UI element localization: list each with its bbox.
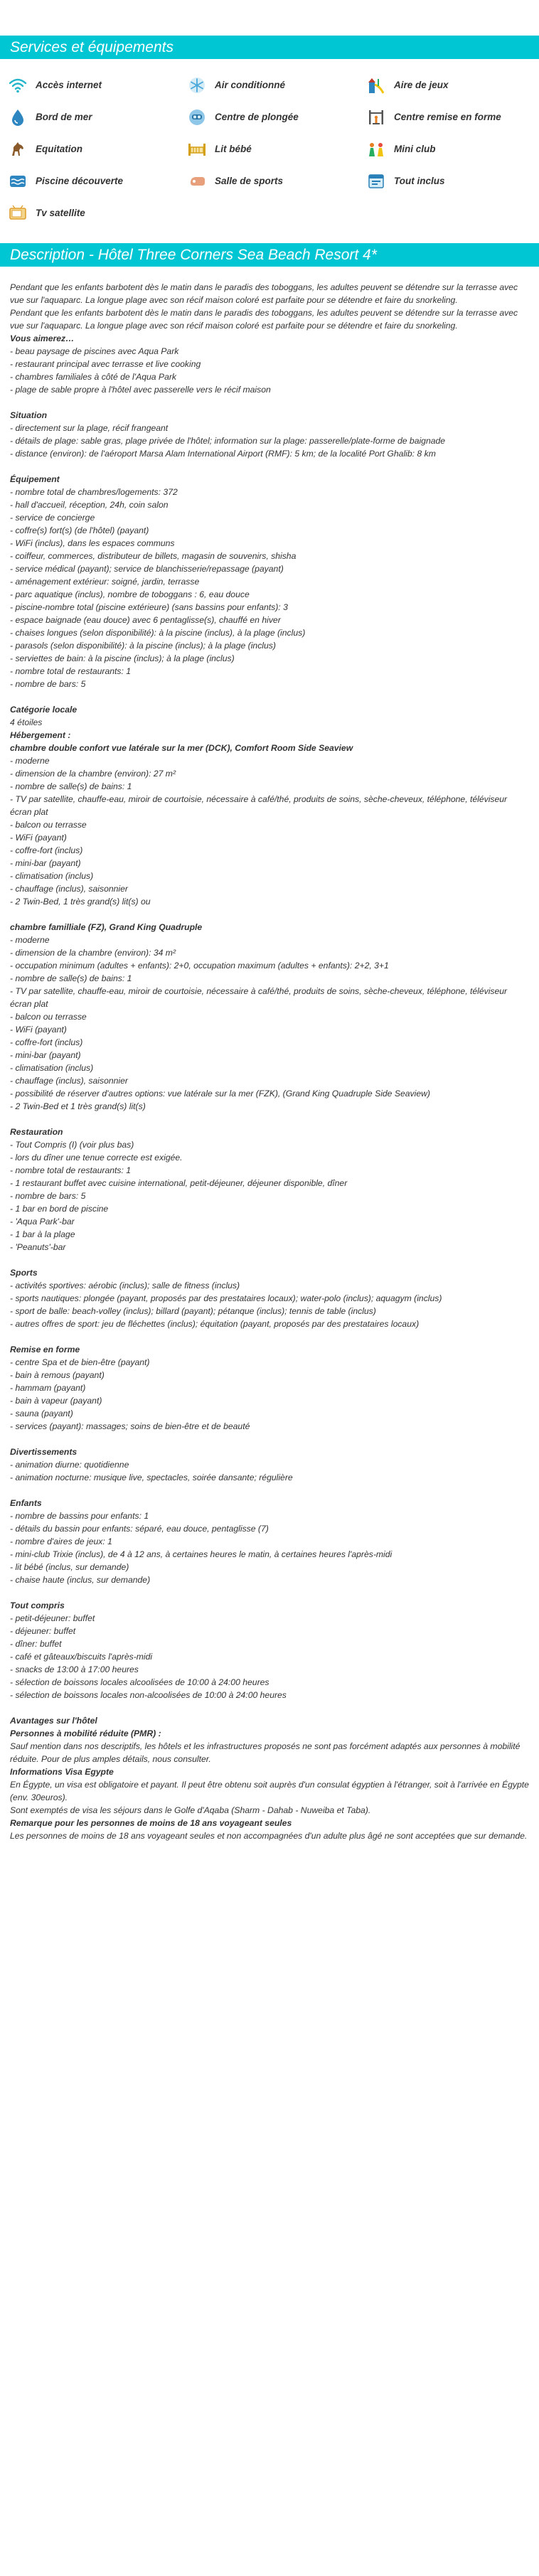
section-heading: Catégorie locale [10,705,78,715]
section-heading: Équipement [10,474,60,484]
mini-club-icon [365,139,387,160]
list-item: - balcon ou terrasse [10,820,87,830]
list-item: - déjeuner: buffet [10,1626,76,1636]
list-item: - sport de balle: beach-volley (inclus); billard (payant); pétanque (inclus); tennis de table (inclus) [10,1306,376,1316]
section-heading: Informations Visa Egypte [10,1767,114,1777]
service-label: Air conditionné [215,79,285,90]
section-heading: Situation [10,410,48,420]
service-label: Tout inclus [394,175,445,186]
section-heading: Remise en forme [10,1345,80,1354]
list-item: - petit-déjeuner: buffet [10,1613,95,1623]
tv-icon [7,203,28,224]
list-item: - possibilité de réserver d'autres options: vue latérale sur la mer (FZK), (Grand King Quadruple Side Seaview) [10,1089,430,1099]
service-item [7,105,186,129]
list-item: - services (payant): massages; soins de bien-être et de beauté [10,1421,250,1431]
list-item: - climatisation (inclus) [10,871,94,881]
list [10,1458,529,1484]
list-item: - TV par satellite, chauffe-eau, miroir de courtoisie, nécessaire à café/thé, produits de soins, sèche-cheveux, téléphone, téléviseur écran plat [10,986,508,1009]
list-item: - balcon ou terrasse [10,1012,87,1022]
service-label: Bord de mer [36,111,92,122]
list-item: - café et gâteaux/biscuits l'après-midi [10,1652,153,1662]
list [10,1612,529,1701]
intro-paragraph: Pendant que les enfants barbotent dès le matin dans le paradis des toboggans, les adultes peuvent se détendre sur la terrasse avec vue sur l'aquaparc. La longue plage avec son récif maison coloré est parfaite pour se détendre et faire du snorkeling. [10,282,518,305]
list [10,422,529,460]
list-item: - hall d'accueil, réception, 24h, coin salon [10,500,169,510]
list-item: - snacks de 13:00 à 17:00 heures [10,1664,139,1674]
list-item: - aménagement extérieur: soigné, jardin, terrasse [10,577,200,587]
list-item: - lors du dîner une tenue correcte est exigée. [10,1153,183,1163]
list-item: - piscine-nombre total (piscine extérieure) (sans bassins pour enfants): 3 [10,602,288,612]
diving-icon [186,107,208,128]
list-item: - climatisation (inclus) [10,1063,94,1073]
service-item [7,73,186,97]
service-item [186,73,365,97]
list-item: - animation nocturne: musique live, spectacles, soirée dansante; régulière [10,1473,293,1482]
snowflake-icon [186,75,208,96]
all-inclusive-icon [365,171,387,192]
service-item [186,105,365,129]
list-item: - sports nautiques: plongée (payant, proposés par des prestataires locaux); water-polo (inclus); aquagym (inclus) [10,1293,442,1303]
list-item: - 2 Twin-Bed, 1 très grand(s) lit(s) ou [10,897,151,907]
list-item: - nombre d'aires de jeux: 1 [10,1536,112,1546]
list-item: - chaises longues (selon disponibilité): à la piscine (inclus), à la plage (inclus) [10,628,306,638]
list-item: - nombre de salle(s) de bains: 1 [10,973,132,983]
list-item: - détails de plage: sable gras, plage privée de l'hôtel; information sur la plage: passerelle/plate-forme de baignade [10,436,446,446]
list-item: - dimension de la chambre (environ): 34 m² [10,948,176,958]
list-item: - nombre total de restaurants: 1 [10,666,132,676]
fitness-icon [365,107,387,128]
list-item: - bain à remous (payant) [10,1370,105,1380]
list-item: - nombre total de chambres/logements: 372 [10,487,178,497]
list [10,754,529,908]
section-heading: Sports [10,1268,38,1278]
playground-icon [365,75,387,96]
service-label: Tv satellite [36,207,85,218]
list [10,486,529,690]
list-item: - 1 bar en bord de piscine [10,1204,109,1214]
service-label: Salle de sports [215,175,284,186]
list-item: - 'Peanuts'-bar [10,1242,66,1252]
list-item: - nombre de bassins pour enfants: 1 [10,1511,149,1521]
list-item: - bain à vapeur (payant) [10,1396,102,1406]
list-item: - chambres familiales à côté de l'Aqua Park [10,372,176,382]
list [10,1138,529,1254]
service-label: Mini club [394,143,436,154]
list-item: - sauna (payant) [10,1409,73,1418]
list-item: - plage de sable propre à l'hôtel avec passerelle vers le récif maison [10,385,271,395]
list-item: - mini-bar (payant) [10,1050,81,1060]
wifi-icon [7,75,28,96]
section-heading: Personnes à mobilité réduite (PMR) : [10,1728,161,1738]
list-item: - 'Aqua Park'-bar [10,1217,75,1226]
list-item: - dimension de la chambre (environ): 27 m² [10,769,176,779]
service-item [7,137,186,161]
service-label: Centre de plongée [215,111,299,122]
list-item: - activités sportives: aérobic (inclus); salle de fitness (inclus) [10,1281,240,1290]
sports-hall-icon [186,171,208,192]
service-item [365,73,539,97]
list-item: - 1 bar à la plage [10,1229,75,1239]
list-item: - chauffage (inclus), saisonnier [10,884,128,894]
list-item: - moderne [10,935,50,945]
list-item: - parasols (selon disponibilité): à la piscine (inclus); à la plage (inclus) [10,641,276,651]
pmr-text: Sauf mention dans nos descriptifs, les hôtels et les infrastructures proposés ne sont pas forcément adaptés aux personnes à mobilité réduite. Pour de plus amples détails, nous consulter. [10,1741,521,1764]
list [10,1279,529,1330]
intro-paragraph-repeat: Pendant que les enfants barbotent dès le matin dans le paradis des toboggans, les adultes peuvent se détendre sur la terrasse avec vue sur l'aquaparc. La longue plage avec son récif maison coloré est parfaite pour se détendre et faire du snorkeling. [10,308,518,331]
list-item: - service de concierge [10,513,95,523]
list [10,1509,529,1586]
horse-icon [7,139,28,160]
list-item: - coiffeur, commerces, distributeur de billets, magasin de souvenirs, shisha [10,551,297,561]
list-item: - WiFi (payant) [10,1025,67,1035]
list-item: - nombre total de restaurants: 1 [10,1165,132,1175]
service-item [7,201,186,225]
list-item: - coffre-fort (inclus) [10,845,83,855]
list-item: - 1 restaurant buffet avec cuisine international, petit-déjeuner, déjeuner disponible, dîner [10,1178,348,1188]
list-item: - lit bébé (inclus, sur demande) [10,1562,129,1572]
section-heading: Avantages sur l'hôtel [10,1716,97,1726]
list-item: - mini-club Trixie (inclus), de 4 à 12 ans, à certaines heures le matin, à certaines heures l'après-midi [10,1549,393,1559]
list [10,1356,529,1433]
list-item: - animation diurne: quotidienne [10,1460,129,1470]
service-label: Lit bébé [215,143,252,154]
list-item: - WiFi (inclus), dans les espaces communs [10,538,175,548]
list-item: - service médical (payant); service de blanchisserie/repassage (payant) [10,564,284,574]
service-item [365,169,539,193]
list [10,934,529,1113]
list-item: - sélection de boissons locales non-alcoolisées de 10:00 à 24:00 heures [10,1690,287,1700]
visa-exemption-text: Sont exemptés de visa les séjours dans le Golfe d'Aqaba (Sharm - Dahab - Nuweiba et Taba). [10,1805,371,1815]
list-item: - nombre de bars: 5 [10,1191,86,1201]
list-item: - coffre-fort (inclus) [10,1037,83,1047]
section-heading: Vous aimerez… [10,333,75,343]
service-label: Aire de jeux [394,79,449,90]
list-item: - centre Spa et de bien-être (payant) [10,1357,150,1367]
list-item: - moderne [10,756,50,766]
list-item: - occupation minimum (adultes + enfants): 2+0, occupation maximum (adultes + enfants): 2+2, 3+1 [10,961,389,971]
services-title: Services et équipements [0,36,539,59]
list-item: - restaurant principal avec terrasse et live cooking [10,359,201,369]
section-heading: Enfants [10,1498,42,1508]
list-item: - TV par satellite, chauffe-eau, miroir de courtoisie, nécessaire à café/thé, produits de soins, sèche-cheveux, téléphone, téléviseur écran plat [10,794,508,817]
list-item: - hammam (payant) [10,1383,86,1393]
list-item: - sélection de boissons locales alcoolisées de 10:00 à 24:00 heures [10,1677,270,1687]
list [10,345,529,396]
list-item: - espace baignade (eau douce) avec 6 pentaglisse(s), chauffé en hiver [10,615,281,625]
pool-icon [7,171,28,192]
section-heading: Hébergement : [10,730,71,740]
section-heading: Remarque pour les personnes de moins de 18 ans voyageant seules [10,1818,292,1828]
crib-icon [186,139,208,160]
description-title: Description - Hôtel Three Corners Sea Beach Resort 4* [0,243,539,267]
services-grid [0,59,539,225]
list-item: - directement sur la plage, récif frangeant [10,423,169,433]
list-item: - mini-bar (payant) [10,858,81,868]
list-item: - détails du bassin pour enfants: séparé, eau douce, pentaglisse (7) [10,1524,269,1534]
service-item [365,137,539,161]
service-item [186,169,365,193]
service-item [186,137,365,161]
section-heading: Restauration [10,1127,63,1137]
list-item: - autres offres de sport: jeu de fléchettes (inclus); équitation (payant, proposés par des prestataires locaux) [10,1319,420,1329]
water-drop-icon [7,107,28,128]
list-item: - nombre de salle(s) de bains: 1 [10,781,132,791]
list-item: - dîner: buffet [10,1639,62,1649]
list-item: - distance (environ): de l'aéroport Marsa Alam International Airport (RMF): 5 km; de la localité Port Ghalib: 8 km [10,449,436,459]
list-item: - WiFi (payant) [10,833,67,843]
room-title: chambre double confort vue latérale sur la mer (DCK), Comfort Room Side Seaview [10,743,353,753]
list-item: - beau paysage de piscines avec Aqua Park [10,346,179,356]
list-item: - chaise haute (inclus, sur demande) [10,1575,151,1585]
category-value: 4 étoiles [10,717,43,727]
room-title: chambre familliale (FZ), Grand King Quadruple [10,922,203,932]
service-label: Accès internet [36,79,102,90]
service-item [365,105,539,129]
description-content [0,267,539,1842]
remarque-text: Les personnes de moins de 18 ans voyageant seules et non accompagnées d'un adulte plus âgé ne sont acceptées que sur demande. [10,1831,528,1841]
list-item: - 2 Twin-Bed et 1 très grand(s) lit(s) [10,1101,146,1111]
section-heading: Divertissements [10,1447,78,1457]
list-item: - parc aquatique (inclus), nombre de toboggans : 6, eau douce [10,589,250,599]
list-item: - chauffage (inclus), saisonnier [10,1076,128,1086]
list-item: - Tout Compris (I) (voir plus bas) [10,1140,134,1150]
service-label: Equitation [36,143,82,154]
service-label: Centre remise en forme [394,111,501,122]
section-heading: Tout compris [10,1600,65,1610]
list-item: - serviettes de bain: à la piscine (inclus); à la plage (inclus) [10,653,235,663]
list-item: - coffre(s) fort(s) (de l'hôtel) (payant) [10,525,149,535]
service-item [7,169,186,193]
list-item: - nombre de bars: 5 [10,679,86,689]
visa-text: En Égypte, un visa est obligatoire et payant. Il peut être obtenu soit auprès d'un consulat égyptien à l'étranger, soit à l'arrivée en Égypte (env. 30euros). [10,1780,529,1802]
service-label: Piscine découverte [36,175,124,186]
